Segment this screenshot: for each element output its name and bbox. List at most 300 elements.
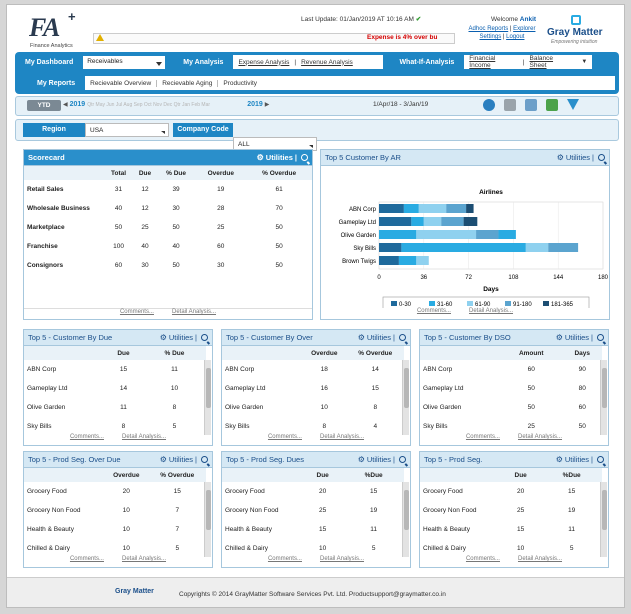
panel-title: Top 5 - Prod Seg. Dues — [226, 455, 304, 464]
table-row — [420, 482, 602, 501]
column-header: Amount — [500, 346, 562, 360]
table-cell: Retail Sales — [27, 186, 64, 193]
date-range: 1/Apr/18 - 3/Jan/19 — [373, 101, 429, 108]
panel-table — [222, 468, 404, 557]
table-row — [24, 199, 312, 218]
legend-label: 181-365 — [551, 302, 574, 308]
my-dashboard-label: My Dashboard — [25, 58, 74, 66]
table-cell: Grocery Non Food — [225, 507, 279, 514]
panel-header — [222, 330, 410, 346]
detail-analysis-link[interactable]: Detail Analysis... — [121, 434, 167, 440]
table-row — [420, 417, 602, 435]
ar-chart-header — [321, 150, 609, 166]
table-cell: 80 — [578, 385, 586, 392]
bar-segment[interactable] — [379, 204, 404, 213]
right-arrow-icon[interactable]: ▶ — [264, 102, 270, 108]
table-cell: 12 — [141, 186, 149, 193]
panel-title: Top 5 - Prod Seg. — [424, 455, 483, 464]
zoom-icon[interactable] — [598, 154, 605, 161]
table-cell: 8 — [121, 423, 126, 430]
email-icon[interactable] — [525, 99, 537, 111]
panel-table — [420, 346, 602, 435]
table-cell: Wholesale Business — [27, 205, 90, 212]
column-header: % Due — [157, 166, 195, 180]
table-cell: ABN Corp — [225, 366, 255, 373]
print-icon[interactable] — [504, 99, 516, 111]
column-header — [24, 468, 104, 482]
bar-segment[interactable] — [526, 243, 548, 252]
table-cell: 90 — [578, 366, 586, 373]
table-cell: 25 — [141, 224, 149, 231]
table-cell: 30 — [217, 262, 225, 269]
table-cell: 15 — [119, 366, 128, 373]
comments-link[interactable]: Comments... — [465, 556, 500, 562]
revenue-analysis-link[interactable]: Revenue Analysis — [301, 58, 353, 66]
company-code-select[interactable]: ALL — [233, 137, 317, 151]
dso-panel — [419, 329, 609, 446]
table-cell: 8 — [172, 404, 177, 411]
table-cell: 10 — [517, 545, 525, 552]
bar-segment[interactable] — [548, 243, 578, 252]
table-cell: 20 — [517, 488, 525, 495]
column-header: Total — [104, 166, 133, 180]
panel-utilities[interactable]: ⚙ Utilities | — [556, 333, 604, 342]
table-cell: 10 — [319, 545, 327, 552]
detail-analysis-link[interactable]: Detail Analysis... — [121, 556, 167, 562]
table-cell: 19 — [217, 186, 225, 193]
bar-segment[interactable] — [416, 256, 428, 265]
nav-row-2 — [15, 73, 619, 93]
table-cell: 40 — [172, 243, 180, 250]
panel-utilities[interactable]: ⚙ Utilities | — [358, 333, 406, 342]
table-cell: 8 — [373, 404, 378, 411]
footer-logo: Gray Matter — [115, 588, 154, 595]
table-row — [420, 398, 602, 417]
scorecard-panel — [23, 149, 313, 320]
gear-icon: ⚙ — [159, 455, 167, 464]
category-label: Sky Bills — [353, 246, 376, 252]
table-cell: 50 — [275, 243, 283, 250]
tick-label: 180 — [597, 275, 609, 281]
table-cell: Health & Beauty — [27, 526, 74, 533]
fa-logo-plus: + — [68, 9, 76, 24]
table-cell: 19 — [568, 507, 576, 514]
scrollbar[interactable] — [600, 360, 607, 435]
table-cell: 60 — [114, 262, 123, 269]
column-header: Due — [302, 468, 343, 482]
scorecard-header — [24, 150, 312, 166]
table-cell: 61 — [275, 186, 283, 193]
legend-label: 0-30 — [399, 302, 412, 308]
legend-label: 31-60 — [437, 302, 453, 308]
table-row — [420, 520, 602, 539]
table-cell: Grocery Food — [423, 488, 463, 495]
year-end: 2019 — [247, 101, 263, 108]
table-cell: Sky Bills — [225, 423, 250, 430]
column-header: % Due — [143, 346, 206, 360]
column-header: Overdue — [195, 166, 246, 180]
table-row — [24, 501, 206, 520]
bar-segment[interactable] — [411, 217, 423, 226]
refresh-icon[interactable] — [483, 99, 495, 111]
alert-text: Expense is 4% over bu — [367, 34, 438, 41]
table-cell: Gameplay Ltd — [27, 385, 68, 392]
table-cell: 15 — [568, 488, 576, 495]
bar-segment[interactable] — [441, 217, 463, 226]
table-cell: 5 — [175, 545, 180, 552]
bar-segment[interactable] — [379, 217, 411, 226]
table-cell: 25 — [319, 507, 327, 514]
table-row — [24, 539, 206, 557]
table-cell: 40 — [141, 243, 149, 250]
table-row — [24, 360, 206, 379]
column-header: Overdue — [302, 346, 347, 360]
legend-swatch — [391, 301, 397, 306]
report-tabs — [85, 76, 615, 90]
over-panel — [221, 329, 411, 446]
expense-analysis-link[interactable]: Expense Analysis — [238, 58, 290, 66]
table-cell: 11 — [568, 526, 576, 533]
bar-segment[interactable] — [399, 256, 416, 265]
balance-sheet-link[interactable]: Balance Sheet — [529, 55, 554, 69]
table-cell: 5 — [172, 423, 177, 430]
table-cell: 4 — [373, 423, 378, 430]
table-cell: 60 — [217, 243, 225, 250]
legend-swatch — [543, 301, 549, 306]
category-label: Olive Garden — [340, 233, 376, 239]
table-cell: 31 — [114, 186, 123, 193]
table-cell: 14 — [371, 366, 379, 373]
scrollbar[interactable] — [600, 482, 607, 557]
zoom-icon[interactable] — [201, 334, 208, 341]
table-cell: 15 — [173, 488, 181, 495]
table-cell: Olive Garden — [27, 404, 66, 411]
panel-table — [24, 346, 206, 435]
tab-productivity[interactable]: Productivity — [223, 79, 258, 87]
tab-recievable-overview[interactable]: Recievable Overview — [85, 80, 157, 87]
comments-link[interactable]: Comments... — [267, 556, 302, 562]
scrollbar[interactable] — [204, 360, 211, 435]
tab-recievable-aging[interactable]: Recievable Aging — [157, 80, 218, 87]
table-cell: 50 — [114, 224, 123, 231]
table-cell: Grocery Food — [27, 488, 67, 495]
table-cell: 50 — [172, 262, 180, 269]
comments-link[interactable]: Comments... — [69, 556, 104, 562]
region-label: Region — [23, 123, 85, 137]
column-header: Due — [500, 468, 541, 482]
ar-chart-title: Top 5 Customer By AR — [325, 153, 401, 162]
table-cell: Grocery Non Food — [27, 507, 81, 514]
dropdown-arrow-icon[interactable]: ▼ — [581, 59, 588, 65]
tick-label: 0 — [377, 275, 381, 281]
table-cell: ABN Corp — [423, 366, 453, 373]
nav-row-1 — [15, 52, 619, 72]
table-row — [222, 520, 404, 539]
table-row — [222, 501, 404, 520]
detail-analysis-link[interactable]: Detail Analysis... — [319, 556, 365, 562]
table-cell: 39 — [172, 186, 180, 193]
table-row — [24, 256, 312, 275]
bar-segment[interactable] — [446, 204, 466, 213]
detail-analysis-link[interactable]: Detail Analysis... — [171, 309, 217, 315]
logo-subtitle: Finance Analytics — [30, 43, 73, 49]
gear-icon: ⚙ — [256, 153, 264, 162]
table-row — [420, 379, 602, 398]
scrollbar[interactable] — [402, 360, 409, 435]
table-cell: 30 — [172, 205, 180, 212]
left-arrow-icon[interactable]: ◀ — [63, 102, 68, 108]
settings-link[interactable]: Settings — [479, 34, 502, 40]
table-cell: Chilled & Dairy — [225, 545, 268, 552]
comments-link[interactable]: Comments... — [267, 434, 302, 440]
table-cell: Franchise — [27, 243, 58, 250]
table-cell: 10 — [320, 404, 328, 411]
export-icon[interactable] — [546, 99, 558, 111]
period-slider[interactable] — [63, 101, 269, 108]
column-header — [24, 166, 104, 180]
scorecard-utilities[interactable]: ⚙ Utilities | — [257, 153, 308, 162]
column-header — [222, 346, 302, 360]
table-cell: 20 — [122, 488, 130, 495]
scorecard-table — [24, 166, 312, 275]
column-header: Days — [562, 346, 602, 360]
toolbar-icons — [483, 99, 579, 111]
table-row — [24, 398, 206, 417]
table-row — [24, 482, 206, 501]
prod-seg-panel — [419, 451, 609, 568]
table-cell: 40 — [114, 205, 123, 212]
table-cell: 50 — [275, 262, 283, 269]
bar-segment[interactable] — [379, 243, 401, 252]
gear-icon: ⚙ — [159, 333, 167, 342]
last-update: Last Update: 01/Jan/2019 AT 10:16 AM ✔ — [301, 16, 422, 23]
table-cell: 25 — [517, 507, 525, 514]
detail-analysis-link[interactable]: Detail Analysis... — [319, 434, 365, 440]
company-code-label: Company Code — [173, 123, 233, 137]
detail-analysis-link[interactable]: Detail Analysis... — [517, 556, 563, 562]
table-row — [222, 417, 404, 435]
tick-label: 144 — [553, 275, 564, 281]
table-cell: 100 — [113, 243, 124, 250]
table-cell: Olive Garden — [423, 404, 462, 411]
table-cell: 8 — [322, 423, 327, 430]
legend-label: 61-90 — [475, 302, 491, 308]
chart-title: Airlines — [479, 189, 503, 196]
comments-link[interactable]: Comments... — [465, 434, 500, 440]
table-row — [222, 360, 404, 379]
table-cell: 14 — [119, 385, 128, 392]
comments-link[interactable]: Comments... — [119, 309, 154, 315]
warning-icon — [96, 34, 104, 41]
table-cell: 15 — [371, 385, 379, 392]
table-cell: 5 — [371, 545, 376, 552]
zoom-icon[interactable] — [201, 456, 208, 463]
year-start: 2019 — [69, 101, 86, 108]
table-cell: 25 — [217, 224, 225, 231]
detail-analysis-link[interactable]: Detail Analysis... — [468, 308, 514, 314]
table-cell: 16 — [320, 385, 328, 392]
whatif-links: Financial Income | Balance Sheet ▼ — [464, 55, 592, 69]
table-cell: 10 — [122, 507, 130, 514]
explorer-link[interactable]: Explorer — [513, 26, 536, 32]
gear-icon: ⚙ — [555, 455, 563, 464]
what-if-label: What-If-Analysis — [399, 58, 455, 66]
gear-icon: ⚙ — [556, 153, 564, 162]
detail-analysis-link[interactable]: Detail Analysis... — [517, 434, 563, 440]
bar-segment[interactable] — [419, 204, 446, 213]
panel-utilities[interactable]: ⚙ Utilities | — [358, 455, 406, 464]
copyright-text: Copyrights © 2014 GrayMatter Software Services Pvt. Ltd. Productsupport@graymatter.co.in — [179, 591, 446, 598]
panel-header — [24, 452, 212, 468]
table-cell: 12 — [141, 205, 149, 212]
panel-utilities[interactable]: ⚙ Utilities | — [160, 333, 208, 342]
category-label: ABN Corp — [348, 207, 376, 213]
table-cell: Gameplay Ltd — [423, 385, 464, 392]
bar-segment[interactable] — [476, 230, 498, 239]
user-name: Ankit — [519, 16, 537, 23]
legend-swatch — [467, 301, 473, 306]
zoom-icon[interactable] — [301, 154, 308, 161]
table-cell: 11 — [120, 404, 127, 411]
table-cell: 15 — [370, 488, 378, 495]
panel-table — [24, 468, 206, 557]
table-cell: 70 — [275, 205, 283, 212]
table-cell: 18 — [320, 366, 328, 373]
ar-utilities[interactable]: ⚙ Utilities | — [557, 153, 605, 162]
dashboard-select[interactable]: Receivables — [83, 56, 165, 69]
graymatter-logo: Gray Matter Empowering intuition — [545, 13, 621, 47]
panel-title: Top 5 - Prod Seg. Over Due — [28, 455, 121, 464]
app-frame — [6, 4, 625, 608]
table-cell: Grocery Non Food — [423, 507, 477, 514]
panel-header — [222, 452, 410, 468]
table-row — [24, 237, 312, 256]
check-icon: ✔ — [415, 16, 422, 23]
zoom-icon[interactable] — [597, 456, 604, 463]
analysis-links: Expense Analysis | Revenue Analysis — [233, 55, 383, 69]
table-cell: Marketplace — [27, 224, 65, 231]
panel-title: Top 5 - Customer By Due — [28, 333, 113, 342]
table-cell: Gameplay Ltd — [225, 385, 266, 392]
bar-segment[interactable] — [379, 256, 399, 265]
bar-segment[interactable] — [498, 230, 515, 239]
filter-icon[interactable] — [567, 99, 579, 110]
bar-segment[interactable] — [416, 230, 476, 239]
panel-title: Top 5 - Customer By DSO — [424, 333, 511, 342]
x-axis-label: Days — [483, 286, 499, 293]
table-cell: ABN Corp — [27, 366, 57, 373]
bar-segment[interactable] — [401, 243, 525, 252]
table-cell: 10 — [122, 545, 130, 552]
table-cell: 11 — [171, 366, 178, 373]
financial-income-link[interactable]: Financial Income — [469, 55, 496, 69]
column-header: Overdue — [104, 468, 149, 482]
table-row — [420, 501, 602, 520]
comments-link[interactable]: Comments... — [69, 434, 104, 440]
panel-table — [222, 346, 404, 435]
bar-segment[interactable] — [404, 204, 419, 213]
column-header — [222, 468, 302, 482]
table-cell: 15 — [517, 526, 525, 533]
bar-segment[interactable] — [464, 217, 478, 226]
months-strip[interactable]: Qtr May Jun Jul Aug Sep Oct Nov Dec Qtr Jan Feb Mar — [87, 101, 211, 108]
table-cell: Chilled & Dairy — [423, 545, 466, 552]
scrollbar[interactable] — [204, 482, 211, 557]
legend-label: 91-180 — [513, 302, 532, 308]
column-header — [420, 346, 500, 360]
table-cell: 20 — [319, 488, 327, 495]
table-row — [24, 379, 206, 398]
column-header: %Due — [541, 468, 602, 482]
table-cell: Olive Garden — [225, 404, 264, 411]
bar-segment[interactable] — [379, 230, 416, 239]
table-cell: 19 — [370, 507, 378, 514]
tick-label: 36 — [420, 275, 428, 281]
table-cell: 25 — [527, 423, 535, 430]
panel-utilities[interactable]: ⚙ Utilities | — [160, 455, 208, 464]
table-cell: 50 — [527, 385, 535, 392]
table-cell: Consignors — [27, 262, 64, 269]
table-cell: 30 — [141, 262, 149, 269]
column-header: % Overdue — [149, 468, 206, 482]
panel-utilities[interactable]: ⚙ Utilities | — [556, 455, 604, 464]
table-cell: 7 — [175, 507, 180, 514]
legend-swatch — [505, 301, 511, 306]
zoom-icon[interactable] — [399, 456, 406, 463]
table-cell: Sky Bills — [423, 423, 448, 430]
table-cell: 50 — [527, 404, 535, 411]
logout-link[interactable]: Logout — [506, 34, 525, 40]
comments-link[interactable]: Comments... — [416, 308, 451, 314]
table-cell: Health & Beauty — [225, 526, 272, 533]
column-header — [24, 346, 104, 360]
ar-chart-panel — [320, 149, 610, 320]
bar-segment[interactable] — [424, 217, 441, 226]
column-header: %Due — [343, 468, 404, 482]
due-panel — [23, 329, 213, 446]
table-cell: 50 — [578, 423, 586, 430]
bar-segment[interactable] — [466, 204, 473, 213]
table-row — [222, 379, 404, 398]
gear-icon: ⚙ — [357, 333, 365, 342]
region-select[interactable]: USA — [85, 123, 169, 137]
table-cell: Health & Beauty — [423, 526, 470, 533]
zoom-icon[interactable] — [399, 334, 406, 341]
table-row — [24, 180, 312, 199]
legend-swatch — [429, 301, 435, 306]
adhoc-reports-link[interactable]: Adhoc Reports — [468, 26, 509, 32]
scrollbar[interactable] — [402, 482, 409, 557]
table-cell: Grocery Food — [225, 488, 265, 495]
table-cell: 28 — [217, 205, 225, 212]
table-cell: 5 — [569, 545, 574, 552]
table-row — [222, 398, 404, 417]
panel-header — [420, 452, 608, 468]
prod-dues-panel — [221, 451, 411, 568]
table-cell: 60 — [578, 404, 586, 411]
zoom-icon[interactable] — [597, 334, 604, 341]
category-label: Gameplay Ltd — [338, 220, 376, 226]
table-cell: 7 — [175, 526, 180, 533]
gear-icon: ⚙ — [357, 455, 365, 464]
ytd-button[interactable]: YTD — [27, 100, 61, 111]
prod-over-panel — [23, 451, 213, 568]
column-header: % Overdue — [246, 166, 312, 180]
column-header: Due — [104, 346, 143, 360]
scorecard-title: Scorecard — [28, 153, 65, 162]
gear-icon: ⚙ — [555, 333, 563, 342]
table-row — [24, 218, 312, 237]
